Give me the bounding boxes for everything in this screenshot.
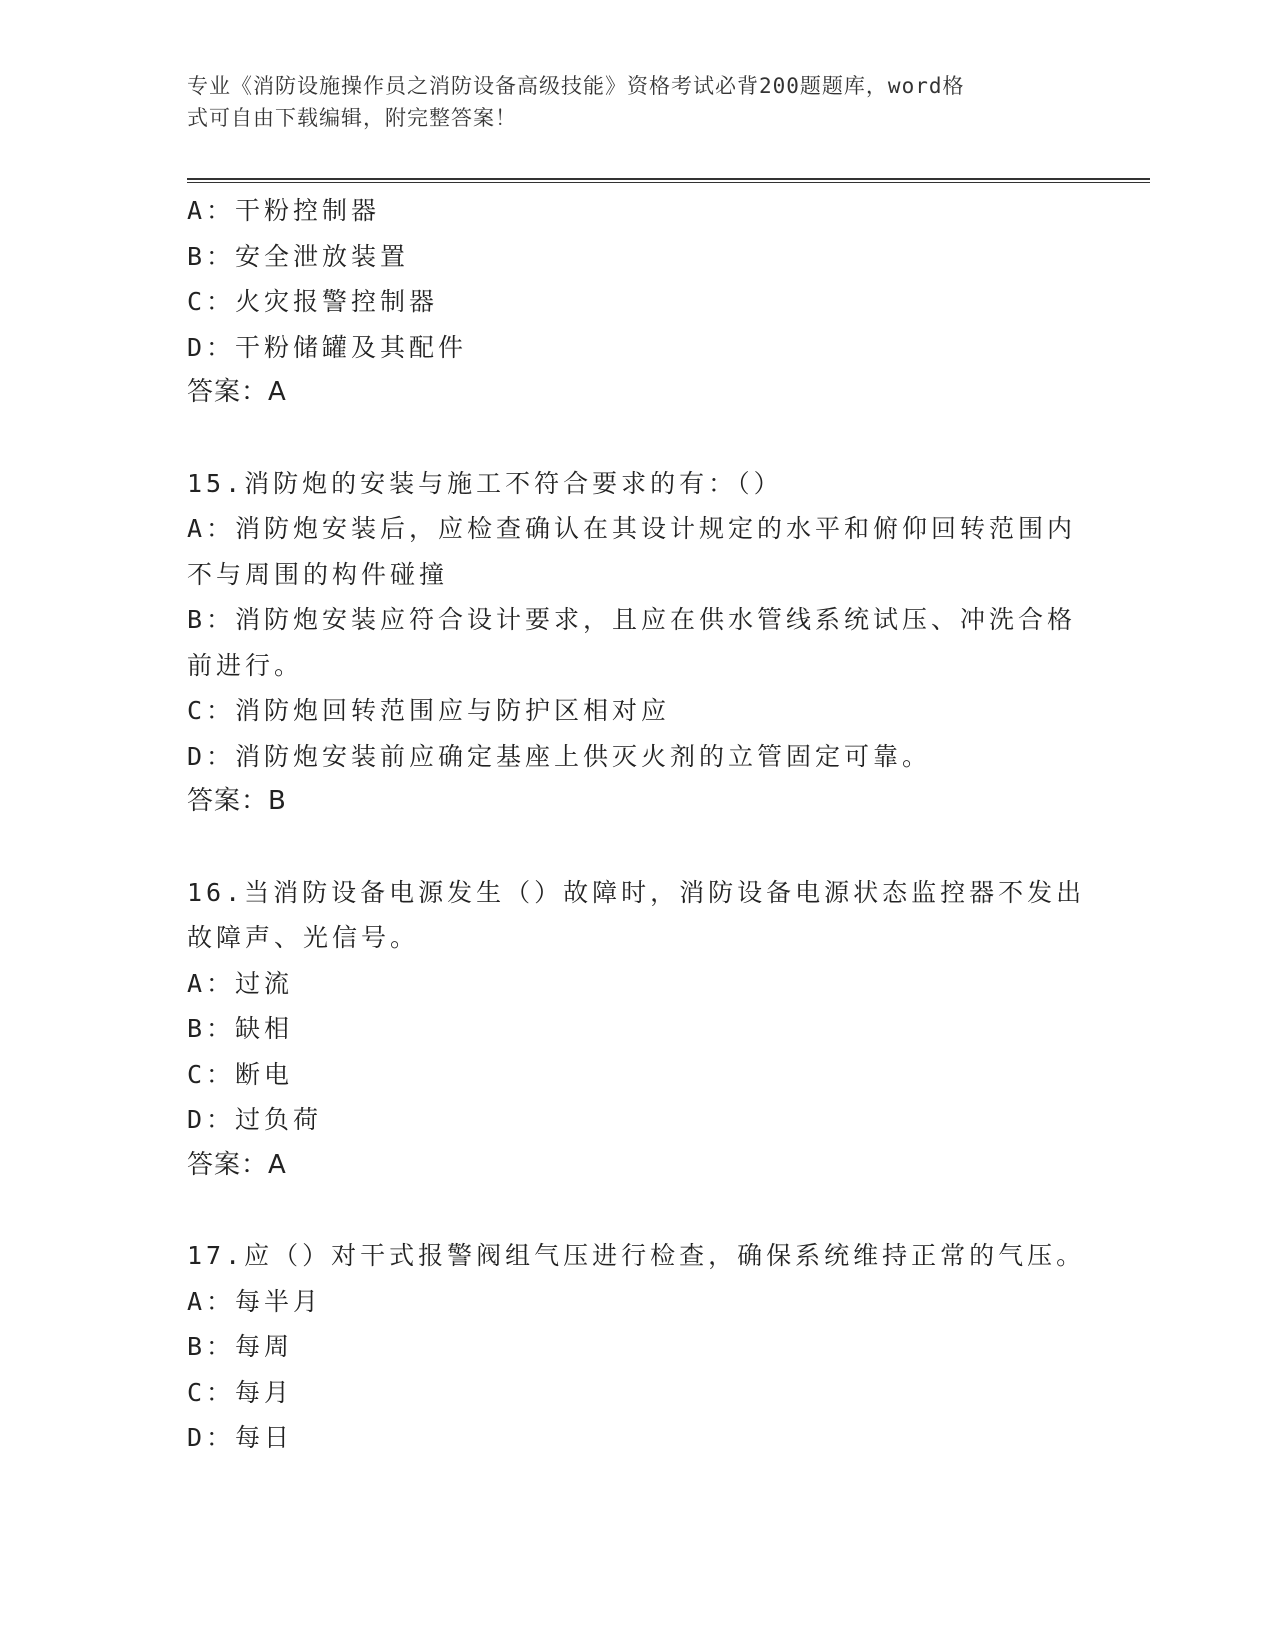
- spacer: [187, 416, 1067, 461]
- option-b: B：安全泄放装置: [187, 241, 410, 271]
- option-a: A：干粉控制器: [187, 196, 381, 225]
- header-rule-thick: [187, 178, 1150, 180]
- answer-line: 答案：A: [187, 1149, 287, 1180]
- option-d: D：每日: [187, 1423, 294, 1452]
- question-block-16: [187, 870, 1086, 1189]
- option-d: D：过负荷: [187, 1105, 323, 1134]
- spacer: [187, 1188, 1067, 1233]
- document-header: [187, 70, 1067, 134]
- question-list: [187, 188, 1086, 1461]
- option-a-line-1: A：消防炮安装后，应检查确认在其设计规定的水平和俯仰回转范围内: [187, 514, 1077, 543]
- option-c: C：每月: [187, 1377, 294, 1407]
- question-stem-line-2: 故障声、光信号。: [187, 923, 420, 952]
- option-a-line-2: 不与周围的构件碰撞: [187, 559, 449, 589]
- question-block-15: [187, 461, 1077, 825]
- option-b-line-2: 前进行。: [187, 650, 304, 680]
- option-b: B：每周: [187, 1332, 294, 1361]
- question-stem-line-1: 16.当消防设备电源发生（）故障时，消防设备电源状态监控器不发出: [187, 877, 1086, 907]
- option-c: C：断电: [187, 1059, 294, 1089]
- question-block-17: [187, 1233, 1086, 1461]
- answer-line: 答案：A: [187, 377, 287, 407]
- header-line-2: 式可自由下载编辑，附完整答案！: [187, 106, 517, 130]
- question-block-14: [187, 188, 1067, 416]
- option-a: A：每半月: [187, 1286, 323, 1316]
- option-a: A：过流: [187, 968, 294, 998]
- spacer: [187, 825, 1067, 870]
- option-b: B：缺相: [187, 1014, 294, 1043]
- question-stem: 15.消防炮的安装与施工不符合要求的有：（）: [187, 468, 783, 498]
- answer-line: 答案：B: [187, 786, 287, 816]
- option-d: D：消防炮安装前应确定基座上供灭火剂的立管固定可靠。: [187, 741, 932, 771]
- question-stem: 17.应（）对干式报警阀组气压进行检查，确保系统维持正常的气压。: [187, 1241, 1086, 1270]
- option-b-line-1: B：消防炮安装应符合设计要求，且应在供水管线系统试压、冲洗合格: [187, 605, 1077, 634]
- option-c: C：火灾报警控制器: [187, 287, 439, 316]
- header-rule-thin: [187, 182, 1150, 183]
- option-c: C：消防炮回转范围应与防护区相对应: [187, 696, 671, 725]
- header-line-1: 专业《消防设施操作员之消防设备高级技能》资格考试必背200题题库，word格: [187, 74, 965, 98]
- option-d: D：干粉储罐及其配件: [187, 332, 468, 362]
